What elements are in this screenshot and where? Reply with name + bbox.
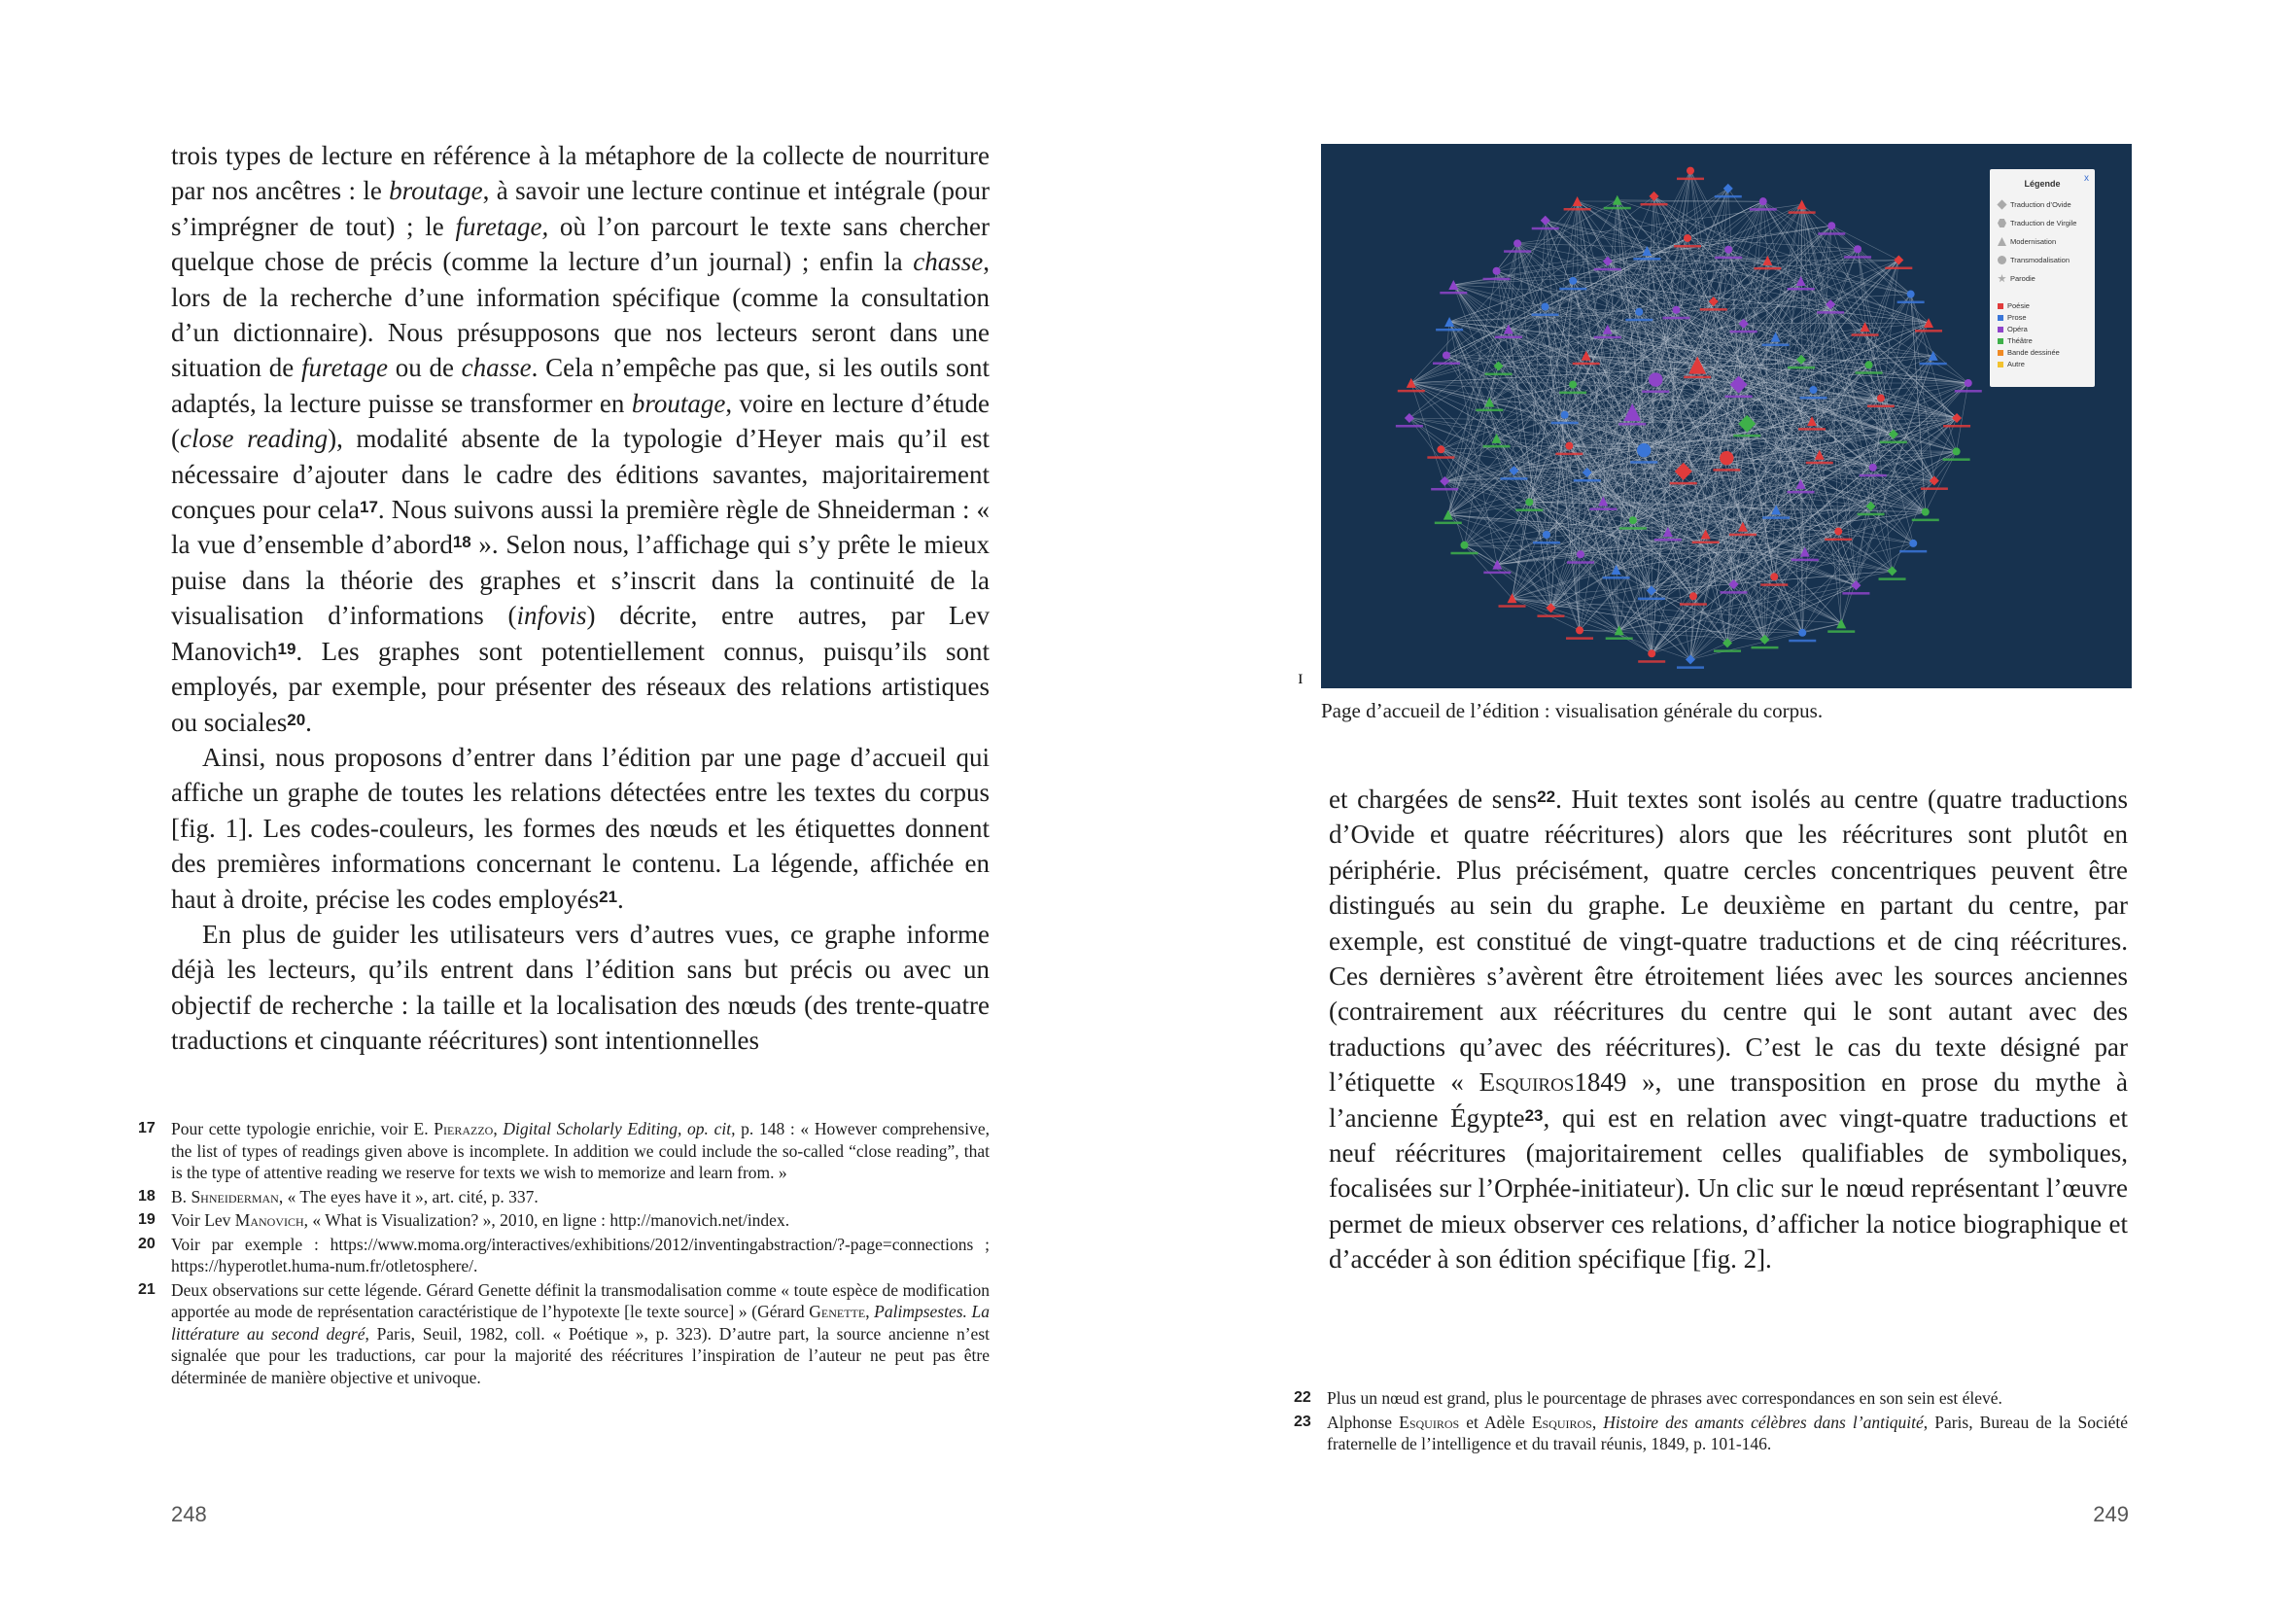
graph-node[interactable] (1834, 528, 1842, 536)
footnote-number: 21 (138, 1280, 156, 1298)
graph-node[interactable] (1724, 246, 1732, 254)
color-swatch (1998, 362, 2003, 367)
graph-edge (1497, 200, 1618, 271)
graph-node[interactable] (1877, 395, 1885, 402)
legend-item-diamond: Traduction d’Ovide (1998, 200, 2071, 209)
graph-node[interactable] (1543, 531, 1550, 539)
graph-node-label (1555, 453, 1583, 456)
graph-node-label (1641, 203, 1668, 206)
star-icon (1998, 274, 2006, 283)
graph-node-label (1630, 461, 1657, 464)
graph-node-label (1733, 435, 1760, 437)
graph-node-label (1633, 258, 1660, 261)
legend-title: Légende (2024, 179, 2061, 189)
graph-node-label (1603, 576, 1630, 579)
graph-node-label (1638, 660, 1665, 663)
graph-edge (1497, 243, 1518, 270)
footnote-text: Pour cette typologie enrichie, voir E. Pierazzo, Digital Scholarly Editing, op. cit, p. 148 : « However comprehensive, the list of types of readings given above is incomplete. In addition we could include the so-called “close reading”, that is the type of attentive reading we reserve for texts we wish to memorize and learn from. » (171, 1119, 990, 1182)
triangle-icon (1998, 237, 2006, 246)
graph-node-label (1483, 445, 1511, 448)
graph-node-label (1436, 329, 1463, 332)
graph-node-label (1788, 367, 1815, 369)
graph-node-label (1654, 539, 1682, 541)
figure-caption: Page d’accueil de l’édition : visualisation générale du corpus. (1321, 699, 1824, 722)
legend-item-theatre: Théâtre (1998, 336, 2033, 345)
graph-node-label (1943, 425, 1970, 428)
graph-node-label (1885, 267, 1912, 270)
graph-node[interactable] (1809, 386, 1817, 394)
graph-node[interactable] (1460, 541, 1468, 549)
graph-node-label (1642, 391, 1669, 394)
graph-node-label (1485, 373, 1513, 376)
footnote-number: 20 (138, 1235, 156, 1252)
graph-node-label (1531, 314, 1558, 317)
graph-node[interactable] (1525, 498, 1533, 506)
diamond-icon (1997, 199, 2006, 209)
legend-item-poesie: Poésie (1998, 301, 2030, 310)
footnote (138, 1186, 990, 1208)
graph-node-label (1566, 637, 1593, 640)
right-footnotes (1294, 1387, 2128, 1457)
graph-node[interactable] (1635, 308, 1643, 316)
graph-node[interactable] (1565, 442, 1573, 450)
graph-node-label (1670, 482, 1697, 485)
color-swatch (1998, 327, 2003, 332)
graph-node[interactable] (1869, 464, 1877, 472)
legend-item-triangle: Modernisation (1998, 237, 2056, 246)
graph-node-label (1789, 640, 1816, 643)
legend-item-circle: Transmodalisation (1998, 256, 2070, 264)
graph-node-label (1714, 649, 1741, 652)
graph-node-label (1589, 507, 1617, 510)
graph-node-label (1844, 256, 1871, 259)
graph-node[interactable] (1437, 445, 1444, 453)
legend-item-bd: Bande dessinée (1998, 348, 2060, 357)
graph-node-label (1499, 605, 1526, 608)
graph-edge (1529, 502, 1870, 506)
graph-node-label (1625, 319, 1652, 322)
footnote (138, 1234, 990, 1277)
graph-node[interactable] (1854, 245, 1861, 253)
graph-node[interactable] (1770, 573, 1778, 580)
graph-node-label (1433, 362, 1460, 365)
graph-node-label (1715, 257, 1742, 260)
graph-node-label (1574, 479, 1601, 482)
graph-node-label (1537, 614, 1564, 617)
graph-node[interactable] (1569, 277, 1577, 285)
graph-node[interactable] (1720, 451, 1733, 465)
footnote (138, 1209, 990, 1232)
graph-node-label (1618, 423, 1646, 426)
footnote-text: Voir Lev Manovich, « What is Visualization? », 2010, en ligne : http://manovich.net/index. (171, 1210, 790, 1230)
footnote (138, 1118, 990, 1184)
graph-node[interactable] (1649, 372, 1662, 386)
right-body-text (1329, 782, 2128, 1277)
graph-node[interactable] (1909, 540, 1917, 547)
graph-node[interactable] (1689, 592, 1697, 600)
graph-node-label (1440, 292, 1467, 295)
graph-edge (1411, 383, 1465, 545)
left-body-text (171, 138, 990, 1059)
footnote-number: 22 (1294, 1389, 1311, 1406)
graph-node-label (1619, 527, 1647, 530)
graph-node-label (1955, 390, 1982, 393)
graph-node-label (1730, 331, 1757, 333)
right-paragraph-1: et chargées de sens$^{22}$. Huit textes sont isolés au centre (quatre traductions d’Ovide et quatre réécritures) alors que les réécritures sont plutôt en périphérie. Plus précisément, quatre cercles concentriques peuvent être distingués au sein du graphe. Le deuxième en partant du centre, par exemple, est constitué de vingt-quatre traductions et de cinq réécritures. Ces dernières s’avèrent être étroitement liées avec les sources anciennes (contrairement aux réécritures du centre qui le sont autant avec des traductions qu’avec des réécritures). C’est le cas du texte désigné par l’étiquette « Esquiros1849 », une transposition en prose du mythe à l’ancienne Égypte$^{23}$, qui est en relation avec vingt-quatre traductions et neuf réécritures (majoritairement celles qualifiables de symboliques, focalisées sur l’Orphée-initiateur). Un clic sur le nœud représentant l’œuvre permet de mieux observer ces relations, d’afficher la notice biographique et d’accéder à son édition spécifique [fig. 2]. (1329, 785, 2129, 1275)
left-paragraph-2: Ainsi, nous proposons d’entrer dans l’édition par une page d’accueil qui affiche un graphe de toutes les relations détectées entre les textes du corpus [fig. 1]. Les codes-couleurs, les formes des nœuds et les étiquettes donnent des premières informations concernant le contenu. La légende, affichée en haut à droite, précise les codes employés$^{21}$. (171, 742, 990, 914)
graph-node-label (1754, 267, 1781, 270)
network-graph-figure (1321, 144, 2132, 688)
graph-node[interactable] (1493, 267, 1501, 275)
graph-node-label (1431, 488, 1458, 491)
graph-node[interactable] (1541, 303, 1548, 311)
graph-node-label (1879, 577, 1906, 580)
graph-node[interactable] (1405, 413, 1414, 423)
graph-node-label (1729, 534, 1757, 537)
graph-node-label (1880, 441, 1907, 444)
left-paragraph-3: En plus de guider les utilisateurs vers d’autres vues, ce graphe informe déjà les lecteurs, qu’ils entrent dans l’édition sans but précis ou avec un objectif de recherche : la taille et la localisation des nœuds (des trente-quatre traductions et cinquante réécritures) sont intentionnelles (171, 919, 990, 1056)
graph-node[interactable] (1722, 638, 1732, 647)
graph-node[interactable] (1629, 516, 1637, 524)
footnote (1294, 1412, 2128, 1455)
graph-node-label (1750, 208, 1777, 211)
graph-node[interactable] (1965, 379, 1972, 387)
graph-node-label (1827, 630, 1855, 633)
graph-node[interactable] (1443, 351, 1450, 359)
graph-node-label (1500, 477, 1527, 480)
graph-node[interactable] (1687, 167, 1694, 175)
graph-node-label (1606, 637, 1633, 640)
graph-node-label (1789, 211, 1816, 214)
footnote-text: Deux observations sur cette légende. Gérard Genette définit la transmodalisation comme « toute espèce de modification apportée au mode de représentation caractéristique de l’hypotexte [le texte source] » (Gérard Genette, Palimpsestes. La littérature au second degré, Paris, Seuil, 1982, coll. « Poétique », p. 323). D’autre part, la source ancienne n’est signalée que pour les traductions, car pour la majorité des réécritures l’inspiration de l’auteur ne peut pas être déterminée de manière objective et univoque. (171, 1279, 990, 1387)
graph-node[interactable] (1798, 629, 1806, 637)
graph-node-label (1594, 268, 1621, 271)
graph-node-label (1720, 591, 1747, 594)
graph-node-label (1398, 390, 1425, 393)
graph-node-label (1860, 474, 1887, 477)
graph-node[interactable] (1953, 447, 1961, 455)
graph-node[interactable] (1648, 649, 1655, 657)
graph-node-label (1515, 508, 1543, 511)
graph-node-label (1921, 487, 1948, 490)
graph-node-label (1792, 559, 1819, 562)
graph-node-label (1787, 491, 1814, 494)
graph-node[interactable] (1672, 306, 1680, 314)
figure-number: ɪ (1298, 667, 1304, 688)
graph-edges (1409, 171, 1968, 660)
footnote-number: 23 (1294, 1413, 1311, 1430)
color-swatch (1998, 350, 2003, 356)
graph-node-label (1504, 250, 1531, 253)
graph-node[interactable] (1569, 381, 1577, 389)
graph-node-label (1867, 405, 1895, 408)
graph-node-label (1662, 317, 1689, 320)
graph-node-label (1684, 376, 1711, 379)
graph-node-label (1920, 363, 1947, 366)
graph-edge (1453, 285, 1545, 307)
graph-node[interactable] (1513, 239, 1521, 247)
graph-node-label (1852, 333, 1879, 336)
graph-node-label (1762, 516, 1790, 519)
graph-node-label (1899, 550, 1927, 553)
graph-node[interactable] (1907, 291, 1915, 298)
graph-edge (1911, 295, 1957, 452)
graph-node-label (1788, 288, 1815, 291)
graph-node-label (1396, 425, 1423, 428)
graph-edge (1411, 383, 1547, 535)
graph-edge (1464, 545, 1550, 609)
legend-item-prose: Prose (1998, 313, 2027, 322)
graph-node-label (1912, 519, 1939, 522)
graph-node-label (1897, 301, 1925, 304)
graph-node-label (1798, 428, 1826, 431)
graph-node-label (1858, 513, 1885, 516)
graph-edge (1513, 598, 1690, 659)
footnote-text: B. Shneiderman, « The eyes have it », art. cité, p. 337. (171, 1186, 539, 1206)
graph-node-label (1725, 396, 1753, 399)
legend-item-star: Parodie (1998, 274, 2035, 283)
legend-item-autre: Autre (1998, 360, 2025, 368)
graph-node[interactable] (1865, 361, 1873, 368)
graph-node-label (1532, 227, 1559, 230)
color-swatch (1998, 338, 2003, 344)
graph-node-label (1573, 363, 1600, 366)
legend-item-opera: Opéra (1998, 325, 2028, 333)
graph-node-label (1559, 288, 1586, 291)
graph-node-label (1842, 592, 1869, 595)
graph-node-label (1677, 666, 1704, 669)
graph-edge (1652, 585, 1856, 653)
graph-node-label (1567, 561, 1594, 564)
page-number: 249 (2093, 1502, 2129, 1526)
graph-node[interactable] (1922, 508, 1930, 516)
graph-node-label (1551, 422, 1579, 425)
graph-edge (1869, 295, 1911, 366)
graph-node-label (1818, 232, 1845, 235)
graph-node[interactable] (1561, 411, 1569, 419)
graph-node-label (1435, 522, 1462, 525)
graph-node-label (1856, 371, 1883, 374)
footnote (1294, 1387, 2128, 1410)
legend-item-hexagon: Traduction de Virgile (1998, 219, 2076, 227)
graph-node-label (1533, 541, 1560, 544)
graph-node[interactable] (1576, 626, 1583, 634)
graph-node-label (1825, 539, 1852, 541)
graph-node-label (1806, 462, 1833, 465)
color-swatch (1998, 315, 2003, 321)
graph-node-label (1674, 245, 1701, 248)
graph-node-label (1799, 397, 1826, 400)
graph-node[interactable] (1577, 550, 1584, 558)
graph-node-label (1713, 469, 1740, 472)
left-footnotes (138, 1118, 990, 1390)
graph-node-label (1715, 195, 1742, 198)
graph-node-label (1751, 646, 1778, 649)
graph-node-label (1762, 344, 1790, 347)
graph-node-label (1450, 552, 1478, 555)
graph-node[interactable] (1637, 443, 1651, 457)
graph-node-label (1700, 308, 1727, 311)
graph-node-label (1564, 208, 1591, 211)
graph-edge (1763, 201, 1911, 294)
graph-node-label (1943, 458, 1970, 461)
graph-node-label (1915, 330, 1942, 332)
graph-node-label (1677, 178, 1704, 181)
footnote-text: Voir par exemple : https://www.moma.org/interactives/exhibitions/2012/inventingabstraction/?-page=connections ; https://hyperotlet.huma-num.fr/otletosphere/. (171, 1234, 990, 1275)
graph-node[interactable] (1797, 199, 1807, 209)
circle-icon (1998, 256, 2006, 264)
graph-node-label (1594, 336, 1621, 339)
graph-node-label (1692, 541, 1720, 544)
page-number: 248 (171, 1502, 207, 1526)
footnote-number: 18 (138, 1187, 156, 1205)
left-paragraph-1: trois types de lecture en référence à la métaphore de la collecte de nourriture par nos ancêtres : le broutage, à savoir une lecture continue et intégrale (pour s’imprégner de tout) ; le furetage, où l’on parcourt le texte sans chercher quelque chose de précis (comme la lecture d’un journal) ; enfin la chasse, lors de la recherche d’une information spécifique (comme la consultation d’un dictionnaire). Nous présupposons que nos lecteurs seront dans une situation de furetage ou de chasse. Cela n’empêche pas que, si les outils sont adaptés, la lecture puisse se transformer en broutage, voire en lecture d’étude (close reading), modalité absente de la typologie d’Heyer mais qu’il est nécessaire d’ajouter dans le cadre des éditions savantes, majoritairement conçues pour cela$^{17}$. Nous suivons aussi la première règle de Shneiderman : « la vue d’ensemble d’abord$^{18}$ ». Selon nous, l’affichage qui s’y prête le mieux puise dans la théorie des graphes et s’inscrit dans la continuité de la visualisation d’informations (infovis) décrite, entre autres, par Lev Manovich$^{19}$. Les graphes sont potentiellement connus, puisqu’ils sont employés, par exemple, pour présenter des réseaux des relations artistiques ou sociales$^{20}$. (171, 141, 991, 737)
graph-node-label (1559, 392, 1586, 395)
footnote-number: 17 (138, 1120, 156, 1136)
graph-node-label (1476, 409, 1503, 412)
graph-node-label (1427, 456, 1454, 459)
footnote-text: Alphonse Esquiros et Adèle Esquiros, Histoire des amants célèbres dans l’antiquité, Paris, Bureau de la Société fraternelle de l’intelligence et du travail réunis, 1849, p. 101-146. (1327, 1412, 2129, 1453)
right-page (1148, 0, 2296, 1607)
graph-edge (1446, 322, 1449, 356)
graph-node-label (1680, 603, 1707, 606)
graph-legend (1990, 169, 2095, 387)
footnote-text: Plus un nœud est grand, plus le pourcentage de phrases avec correspondances en son sein est élevé. (1327, 1388, 2002, 1408)
graph-node-label (1760, 583, 1788, 586)
graph-node-label (1638, 598, 1665, 601)
graph-node[interactable] (1827, 222, 1835, 229)
color-swatch (1998, 303, 2003, 309)
hexagon-icon (1998, 219, 2006, 227)
graph-edge (1831, 226, 1929, 323)
graph-node-label (1495, 336, 1522, 339)
close-icon[interactable]: x (2084, 173, 2089, 184)
graph-node-label (1483, 278, 1511, 281)
graph-node-label (1604, 207, 1631, 210)
graph-node-label (1817, 311, 1844, 314)
footnote (138, 1279, 990, 1389)
graph-node-label (1483, 572, 1511, 575)
graph-node[interactable] (1684, 234, 1691, 242)
graph-edge (1934, 451, 1957, 480)
footnote-number: 19 (138, 1211, 156, 1228)
graph-node[interactable] (1759, 197, 1767, 205)
